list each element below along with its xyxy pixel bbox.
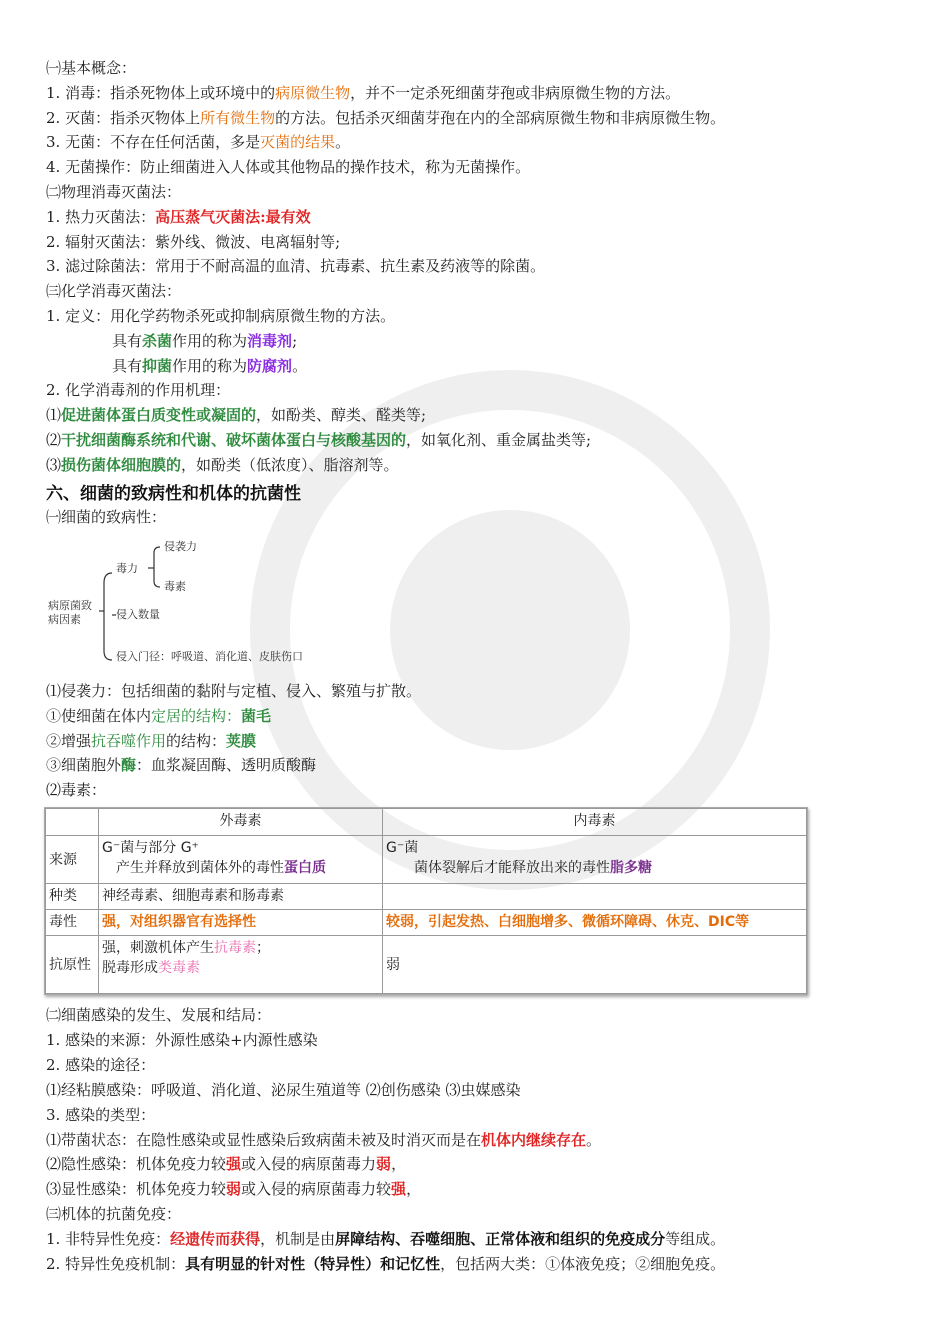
text-segment: 2. 辐射灭菌法：紫外线、微波、电离辐射等; — [46, 232, 341, 251]
text-line — [46, 132, 350, 152]
text-segment: 屏障结构、吞噬细胞、正常体液和组织的免疫成分 — [335, 1230, 666, 1249]
text-segment: 2. 化学消毒剂的作用机理： — [46, 381, 231, 400]
text-segment: ㈢机体的抗菌免疫： — [46, 1205, 182, 1224]
text-line — [46, 232, 340, 252]
text-segment: 作用的称为 — [172, 356, 248, 375]
text-segment: ㈡物理消毒灭菌法： — [46, 183, 182, 201]
text-line — [46, 256, 545, 276]
text-segment: ⑵毒素： — [46, 781, 107, 800]
text-segment: ； — [256, 940, 270, 956]
text-segment: 产生并释放到菌体外的毒性 — [102, 860, 284, 876]
text-segment: 弱 — [386, 956, 400, 973]
text-segment: 3. 感染的类型： — [46, 1105, 156, 1124]
text-segment: ⑶ — [46, 455, 62, 474]
text-segment: 的结构： — [166, 731, 227, 750]
text-segment: 强 — [226, 1155, 242, 1174]
text-segment: 荚膜 — [226, 731, 257, 750]
table-row — [46, 884, 807, 910]
text-segment: ，如酚类、醇类、醛类等; — [256, 406, 427, 425]
exotoxin-cell — [99, 936, 383, 994]
text-segment: 或入侵的病原菌毒力 — [241, 1155, 377, 1174]
text-segment: 灭菌的结果 — [260, 133, 336, 152]
text-line — [46, 1204, 181, 1224]
text-segment: 防腐剂 — [247, 356, 293, 375]
text-line — [46, 1080, 521, 1100]
text-segment: G⁻菌 — [386, 840, 419, 856]
text-line — [46, 1229, 725, 1249]
text-segment: ⑴ — [46, 406, 62, 425]
text-segment: ，并不一定杀死细菌芽孢或非病原微生物的方法。 — [350, 83, 681, 102]
text-line — [46, 1254, 725, 1274]
text-segment: ⑶显性感染：机体免疫力较 — [46, 1180, 227, 1199]
diagram-root-label: 病原菌致 病因素 — [48, 599, 92, 626]
text-segment: 弱 — [226, 1180, 242, 1199]
text-segment: 强 — [391, 1180, 407, 1199]
text-line — [46, 405, 426, 425]
text-segment: 菌体裂解后才能释放出来的毒性 — [386, 860, 610, 876]
text-segment: ⑵隐性感染：机体免疫力较 — [46, 1155, 227, 1174]
text-segment: 2. 特异性免疫机制： — [46, 1255, 186, 1273]
table-row — [46, 836, 807, 884]
text-line — [46, 380, 230, 400]
text-segment: 或入侵的病原菌毒力较 — [241, 1180, 392, 1199]
text-segment: 3. 滤过除菌法：常用于不耐高温的血清、抗毒素、抗生素及药液等的除菌。 — [46, 257, 546, 276]
row-head-cell: 抗原性 — [46, 936, 99, 994]
text-segment: 类毒素 — [158, 960, 200, 976]
text-segment: 4. 无菌操作：防止细菌进入人体或其他物品的操作技术，称为无菌操作。 — [46, 158, 531, 177]
text-segment: 消毒剂 — [247, 331, 293, 350]
text-segment: 脂多糖 — [610, 860, 652, 876]
text-segment: 神经毒素、细胞毒素和肠毒素 — [102, 888, 284, 904]
text-line — [46, 58, 136, 78]
text-line — [46, 731, 256, 751]
text-segment: 强，刺激机体产生 — [102, 940, 214, 956]
pathogenic-factors-diagram — [44, 533, 344, 669]
text-line — [112, 331, 297, 351]
text-segment: ， — [391, 1155, 407, 1174]
text-line — [46, 1055, 155, 1075]
text-segment: ： — [226, 706, 242, 725]
text-segment: 等组成。 — [665, 1230, 726, 1249]
text-line — [46, 1179, 421, 1199]
text-segment: ㈠基本概念： — [46, 59, 137, 77]
text-segment: 酶 — [121, 756, 137, 775]
text-line — [46, 182, 181, 202]
table-header-cell: 外毒素 — [99, 809, 383, 836]
text-segment: ; — [292, 331, 298, 350]
text-segment: 抗吞噬作用 — [91, 731, 167, 750]
text-segment: 的方法。包括杀灭细菌芽孢在内的全部病原微生物和非病原微生物。 — [275, 108, 726, 127]
text-segment: 蛋白质 — [284, 860, 326, 876]
text-segment: 具有明显的针对性（特异性）和记忆性 — [185, 1255, 441, 1273]
text-segment: ②增强 — [46, 731, 92, 750]
table-header-row — [46, 809, 807, 836]
text-segment: 作用的称为 — [172, 331, 248, 350]
text-segment: ㈡细菌感染的发生、发展和结局： — [46, 1006, 272, 1024]
text-line — [46, 1005, 271, 1025]
text-line — [46, 83, 680, 103]
text-line — [46, 681, 421, 701]
text-segment: 杀菌 — [142, 331, 173, 350]
diagram-toxicity-label: 毒力 — [116, 562, 138, 575]
text-segment: 弱 — [376, 1155, 392, 1174]
text-segment: 1. 消毒：指杀死物体上或环境中的 — [46, 83, 276, 102]
row-head-cell: 来源 — [46, 836, 99, 884]
text-segment: ：血浆凝固酶、透明质酸酶 — [136, 756, 317, 775]
diagram-toxin-label: 毒素 — [164, 580, 186, 593]
text-line — [46, 1030, 318, 1050]
text-segment: 1. 热力灭菌法： — [46, 207, 156, 226]
text-segment: 较弱，引起发热、白细胞增多、微循环障碍、休克、DIC等 — [386, 914, 750, 930]
endotoxin-cell — [383, 936, 807, 994]
table-row — [46, 936, 807, 994]
text-line — [112, 356, 307, 376]
text-line — [46, 1130, 601, 1150]
text-segment: 定居的结构 — [151, 706, 227, 725]
text-segment: ①使细菌在体内 — [46, 706, 152, 725]
text-segment: ⑵ — [46, 431, 62, 449]
exotoxin-cell — [99, 910, 383, 936]
text-segment: 抑菌 — [142, 356, 173, 375]
section-heading: 六、细菌的致病性和机体的抗菌性 — [46, 484, 301, 504]
text-segment: 2. 感染的途径： — [46, 1055, 156, 1074]
text-segment: ⑴经粘膜感染：呼吸道、消化道、泌尿生殖道等 ⑵创伤感染 ⑶虫媒感染 — [46, 1080, 521, 1099]
text-segment: 经遗传而获得 — [170, 1230, 261, 1249]
text-segment: 菌毛 — [241, 706, 272, 725]
text-segment: 。 — [586, 1130, 602, 1149]
text-segment: ㈢化学消毒灭菌法： — [46, 282, 182, 301]
diagram-invasion-label: 侵袭力 — [164, 540, 197, 553]
text-segment: ③细菌胞外 — [46, 756, 122, 775]
endotoxin-cell — [383, 884, 807, 910]
text-line — [46, 706, 271, 726]
text-segment: 3. 无菌：不存在任何活菌，多是 — [46, 133, 261, 152]
text-segment: 所有微生物 — [200, 108, 276, 127]
text-segment: ⑴侵袭力：包括细菌的黏附与定植、侵入、繁殖与扩散。 — [46, 682, 422, 700]
text-segment: ， — [406, 1180, 422, 1199]
diagram-quantity-label: 侵入数量 — [116, 608, 160, 621]
text-segment: ，如氧化剂、重金属盐类等; — [406, 431, 592, 449]
text-line — [46, 306, 395, 326]
text-segment: 1. 非特异性免疫： — [46, 1230, 171, 1249]
text-line — [46, 1154, 406, 1174]
text-segment: 1. 定义：用化学药物杀死或抑制病原微生物的方法。 — [46, 307, 396, 325]
text-line — [46, 430, 591, 450]
text-segment: 强，对组织器官有选择性 — [102, 914, 256, 930]
endotoxin-cell — [383, 836, 807, 884]
exotoxin-cell — [99, 836, 383, 884]
text-segment: 干扰细菌酶系统和代谢、破坏菌体蛋白与核酸基因的 — [61, 431, 407, 449]
text-segment: G⁻菌与部分 G⁺ — [102, 840, 199, 856]
text-segment: 高压蒸气灭菌法:最有效 — [155, 207, 311, 226]
text-segment: 抗毒素 — [214, 940, 256, 956]
table-row — [46, 910, 807, 936]
text-segment: 脱毒形成 — [102, 960, 158, 976]
text-segment: 。 — [292, 356, 308, 375]
text-line — [46, 1105, 155, 1125]
text-line — [46, 157, 530, 177]
table-header-cell: 内毒素 — [383, 809, 807, 836]
toxin-comparison-table — [44, 807, 808, 995]
table-header-cell — [46, 809, 99, 836]
text-segment: 具有 — [112, 331, 143, 350]
text-segment: ⑴带菌状态：在隐性感染或显性感染后致病菌未被及时消灭而是在 — [46, 1130, 482, 1149]
text-segment: 。 — [335, 133, 351, 152]
diagram-portal-label: 侵入门径：呼吸道、消化道、皮肤伤口 — [116, 650, 303, 663]
text-segment: 1. 感染的来源：外源性感染+内源性感染 — [46, 1030, 318, 1049]
text-line — [46, 207, 311, 227]
text-segment: 机体内继续存在 — [481, 1130, 587, 1149]
text-segment: 损伤菌体细胞膜的 — [61, 455, 182, 474]
text-segment: 具有 — [112, 356, 143, 375]
row-head-cell: 种类 — [46, 884, 99, 910]
text-line — [46, 755, 316, 775]
text-segment: ，如酚类（低浓度）、脂溶剂等。 — [181, 455, 399, 474]
text-segment: ，机制是由 — [260, 1230, 336, 1249]
text-segment: 病原微生物 — [275, 83, 351, 102]
subheading-pathogenicity: ㈠细菌的致病性： — [46, 508, 167, 526]
text-segment: ，包括两大类：①体液免疫；②细胞免疫。 — [440, 1255, 726, 1273]
text-line — [46, 281, 181, 301]
text-line — [46, 455, 399, 475]
text-segment: 促进菌体蛋白质变性或凝固的 — [61, 406, 257, 425]
exotoxin-cell — [99, 884, 383, 910]
row-head-cell: 毒性 — [46, 910, 99, 936]
text-line — [46, 780, 106, 800]
text-line — [46, 108, 725, 128]
text-segment: 2. 灭菌：指杀灭物体上 — [46, 108, 201, 127]
endotoxin-cell — [383, 910, 807, 936]
